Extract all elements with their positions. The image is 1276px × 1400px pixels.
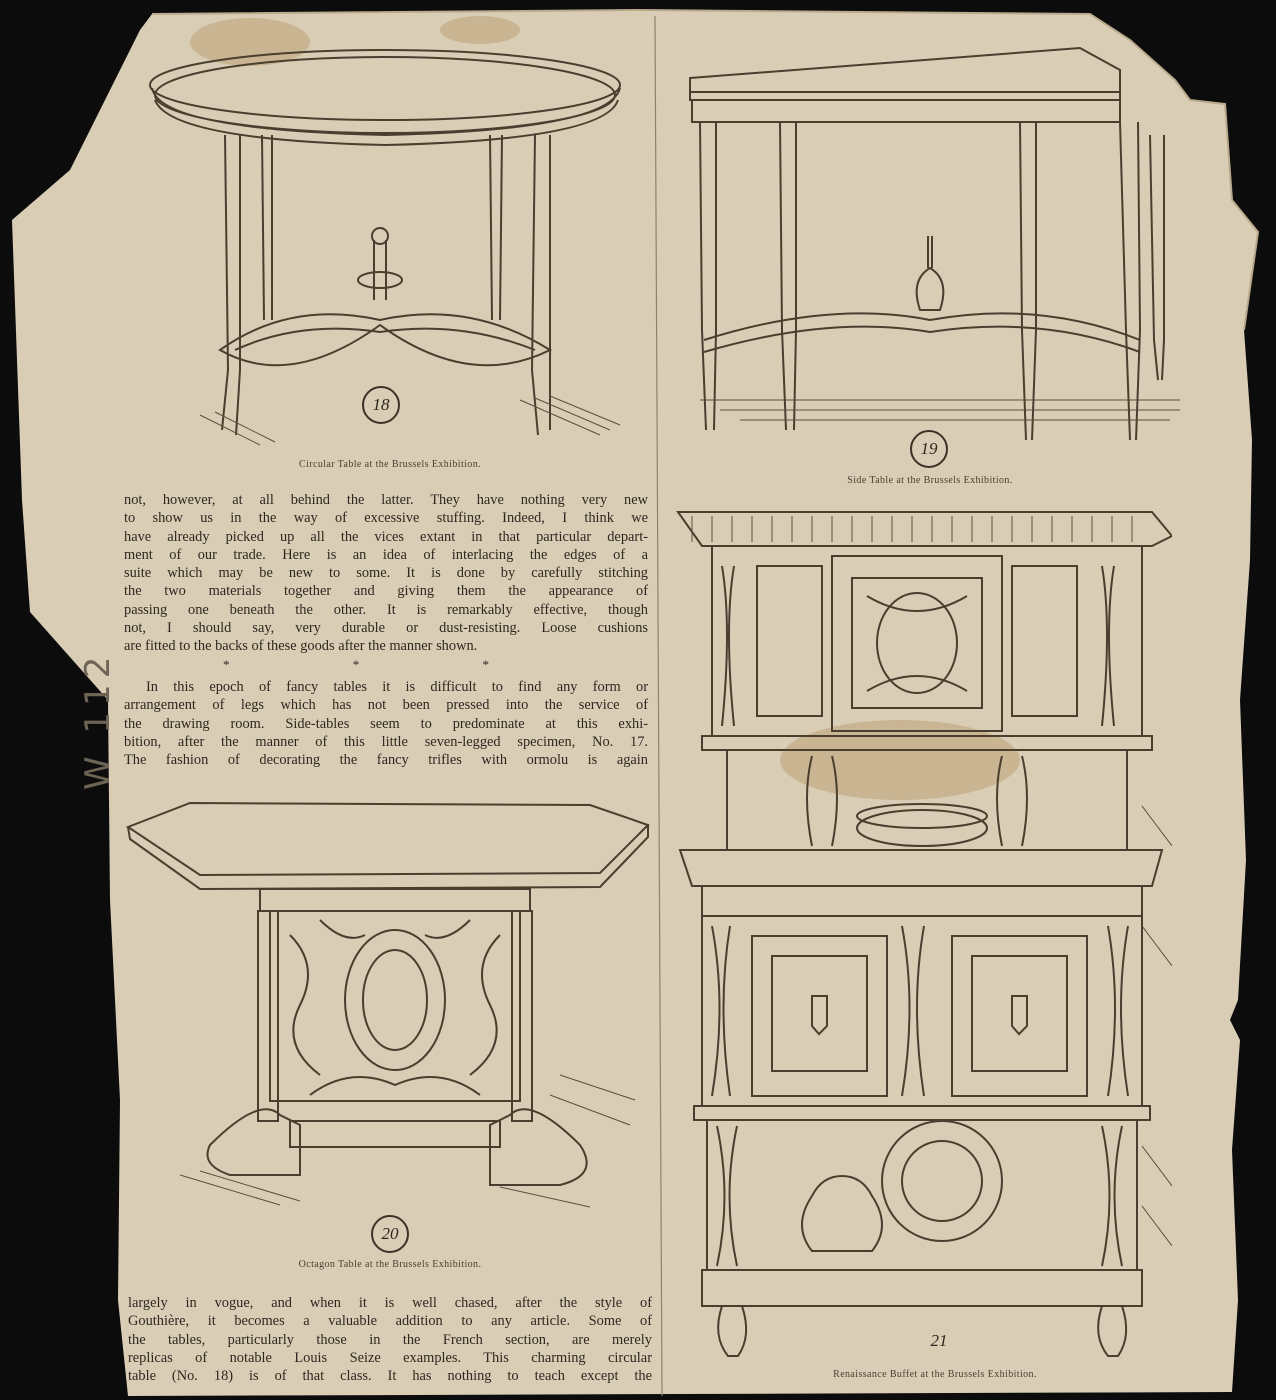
text-line: table (No. 18) is of that class. It has nothing to teach except the — [128, 1368, 652, 1385]
article-text-block-2 — [124, 678, 648, 769]
text-line: the tables, particularly those in the French section, are merely — [128, 1331, 652, 1348]
article-text-block-3 — [128, 1294, 652, 1385]
figure-19-caption: Side Table at the Brussels Exhibition. — [847, 475, 1013, 486]
figure-20-number: 20 — [371, 1215, 409, 1253]
figure-21-caption: Renaissance Buffet at the Brussels Exhibition. — [833, 1369, 1037, 1380]
text-line: the drawing room. Side-tables seem to predominate at this exhi- — [124, 715, 648, 732]
side-table-illustration — [680, 40, 1200, 450]
renaissance-buffet-illustration — [672, 506, 1172, 1366]
figure-20-caption: Octagon Table at the Brussels Exhibition. — [298, 1259, 482, 1270]
section-separator: * * * — [223, 656, 549, 672]
text-line: are fitted to the backs of these goods after the manner shown. — [124, 638, 478, 655]
text-line: In this epoch of fancy tables it is difficult to find any form or — [146, 679, 648, 695]
text-line: arrangement of legs which has not been pressed into the service of — [124, 697, 648, 714]
figure-19-number: 19 — [910, 430, 948, 468]
text-line: replicas of notable Louis Seize examples. This charming circular — [128, 1349, 652, 1366]
figure-18-number: 18 — [362, 386, 400, 424]
handwritten-note: W 112 — [78, 650, 118, 790]
text-line: passing one beneath the other. It is remarkably effective, though — [124, 601, 648, 618]
text-line: not, I should say, very durable or dust-resisting. Loose cushions — [124, 620, 648, 637]
text-line: bition, after the manner of this little seven-legged specimen, No. 17. — [124, 733, 648, 750]
text-line: suite which may be new to some. It is done by carefully stitching — [124, 565, 648, 582]
text-line: largely in vogue, and when it is well chased, after the style of — [128, 1295, 652, 1311]
text-line: The fashion of decorating the fancy trifles with ormolu is again — [124, 752, 648, 769]
text-line: ment of our trade. Here is an idea of interlacing the edges of a — [124, 546, 648, 563]
text-line: not, however, at all behind the latter. They have nothing very new — [124, 492, 648, 508]
text-line: have already picked up all the vices extant in that particular depart- — [124, 528, 648, 545]
figure-18-caption: Circular Table at the Brussels Exhibition. — [299, 459, 481, 470]
text-line: to show us in the way of excessive stuffing. Indeed, I think we — [124, 510, 648, 527]
octagon-table-illustration — [120, 795, 650, 1215]
article-text-block-1 — [124, 491, 648, 674]
text-line: the two materials together and giving them the appearance of — [124, 583, 648, 600]
text-line: Gouthière, it becomes a valuable addition to any article. Some of — [128, 1313, 652, 1330]
figure-21-number: 21 — [930, 1331, 948, 1350]
